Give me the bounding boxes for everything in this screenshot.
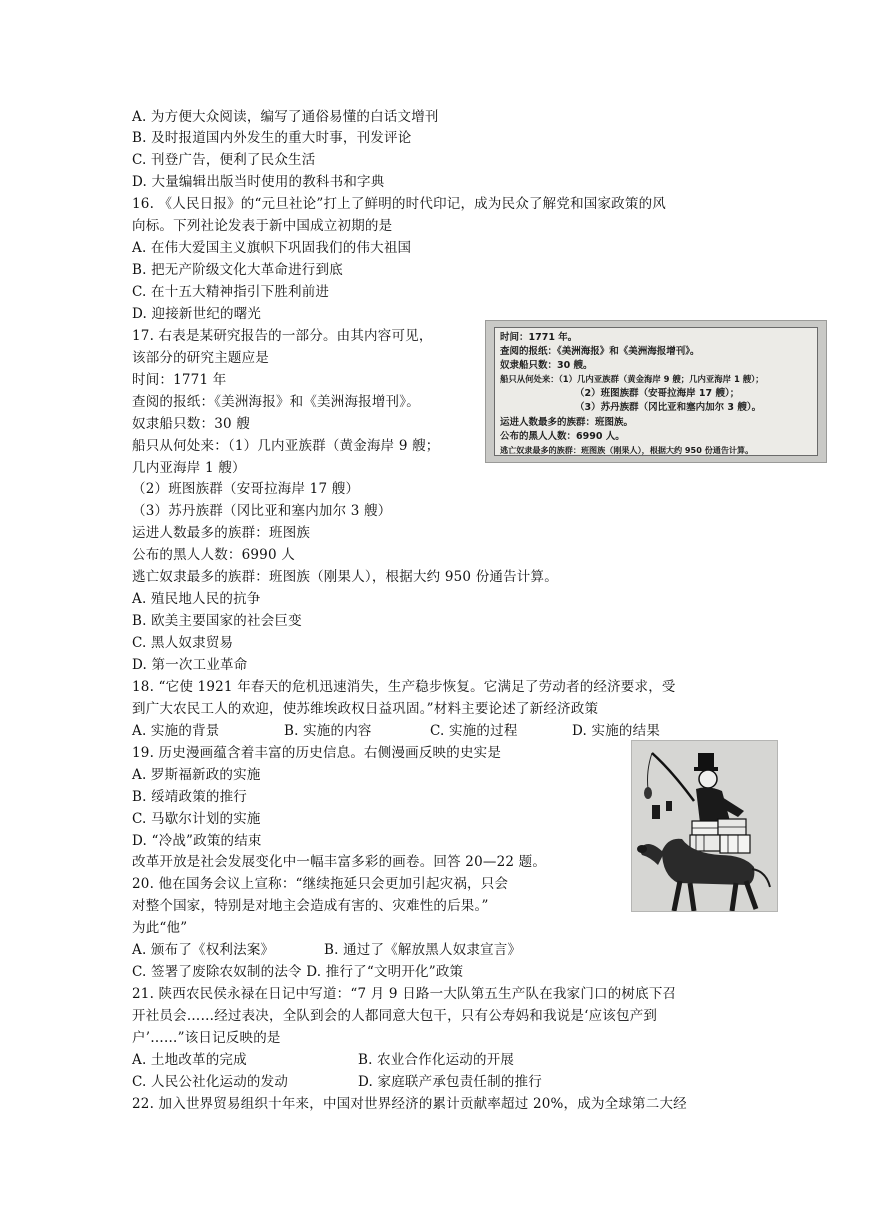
table-line: 奴隶船只数：30 艘。 [500,360,593,371]
text-line: 逃亡奴隶最多的族群：班图族（刚果人），根据大约 950 份通告计算。 [132,569,558,585]
q21-option-d: D. 家庭联产承包责任制的推行 [358,1074,542,1090]
text-line: B. 及时报道国内外发生的重大时事，刊发评论 [132,130,412,146]
text-line: 奴隶船只数：30 艘 [132,416,250,432]
text-line: B. 绥靖政策的推行 [132,789,248,805]
table-line: 逃亡奴隶最多的族群：班图族（刚果人），根据大约 950 份通告计算。 [500,445,754,455]
q21-option-a: A. 土地改革的完成 [132,1052,247,1068]
text-line: A. 殖民地人民的抗争 [132,591,261,607]
question-18: 18. “它使 1921 年春天的危机迅速消失，生产稳步恢复。它满足了劳动者的经济要求，受 [132,679,676,695]
text-line: 到广大农民工人的欢迎，使苏维埃政权日益巩固。”材料主要论述了新经济政策 [132,701,599,717]
q18-option-d: D. 实施的结果 [572,723,661,739]
question-22: 22. 加入世界贸易组织十年来，中国对世界经济的累计贡献率超过 20%，成为全球第二大经 [132,1096,687,1112]
table-line: （3）苏丹族群（冈比亚和塞内加尔 3 艘）。 [575,402,762,413]
text-line: 运进人数最多的族群：班图族 [132,525,311,541]
q18-option-a: A. 实施的背景 [132,723,220,739]
table-line: 运进人数最多的族群：班图族。 [500,417,634,428]
table-line: 查阅的报纸：《美洲海报》和《美洲海报增刊》。 [500,346,700,357]
text-line: 查阅的报纸：《美洲海报》和《美洲海报增刊》。 [132,394,420,410]
question-16: 16. 《人民日报》的“元旦社论”打上了鲜明的时代印记，成为民众了解党和国家政策的风 [132,196,666,212]
section-intro: 改革开放是社会发展变化中一幅丰富多彩的画卷。回答 20—22 题。 [132,854,547,870]
text-line: D. 第一次工业革命 [132,657,248,673]
text-line: 开社员会……经过表决，全队到会的人都同意大包干，只有公寿妈和我说是‘应该包产到 [132,1008,658,1024]
text-line: 该部分的研究主题应是 [132,350,269,366]
text-line: 对整个国家，特别是对地主会造成有害的、灾难性的后果。” [132,898,489,914]
text-line: C. 在十五大精神指引下胜利前进 [132,284,330,300]
text-line: D. “冷战”政策的结束 [132,833,262,849]
table-line: 时间：1771 年。 [500,332,578,343]
q20-option-a: A. 颁布了《权利法案》 [132,942,275,958]
q18-options-row [132,721,692,742]
question-17: 17. 右表是某研究报告的一部分。由其内容可见， [132,328,433,344]
q20-options-ab-row [132,940,692,961]
text-line: 为此“他” [132,920,188,936]
question-19: 19. 历史漫画蕴含着丰富的历史信息。右侧漫画反映的史实是 [132,745,502,761]
text-line: D. 大量编辑出版当时使用的教科书和字典 [132,174,385,190]
question-20: 20. 他在国务会议上宣称：“继续拖延只会更加引起灾祸，只会 [132,876,509,892]
text-line: A. 罗斯福新政的实施 [132,767,261,783]
text-line: （2）班图族群（安哥拉海岸 17 艘） [132,481,360,497]
text-line: B. 把无产阶级文化大革命进行到底 [132,262,343,278]
q20-options-cd: C. 签署了废除农奴制的法令 D. 推行了“文明开化”政策 [132,964,464,980]
research-table-frame [494,327,818,456]
text-line: 户’……”该日记反映的是 [132,1030,281,1046]
q21-options-cd-row [132,1072,692,1093]
text-line: 向标。下列社论发表于新中国成立初期的是 [132,218,393,234]
text-line: 几内亚海岸 1 艘） [132,460,246,476]
text-line: C. 刊登广告，便利了民众生活 [132,152,316,168]
table-line: 公布的黑人人数：6990 人。 [500,431,625,442]
text-line: C. 黑人奴隶贸易 [132,635,234,651]
q18-option-b: B. 实施的内容 [284,723,372,739]
text-line: 船只从何处来：（1）几内亚族群（黄金海岸 9 艘； [132,438,440,454]
q20-option-b: B. 通过了《解放黑人奴隶宣言》 [324,942,522,958]
q21-option-c: C. 人民公社化运动的发动 [132,1074,289,1090]
q21-options-ab-row [132,1050,692,1071]
table-line: 船只从何处来：（1）几内亚族群（黄金海岸 9 艘；几内亚海岸 1 艘）； [500,374,764,384]
cartoon-drawing [632,741,778,912]
text-line: B. 欧美主要国家的社会巨变 [132,613,302,629]
q18-option-c: C. 实施的过程 [430,723,518,739]
cartoon-image [631,740,778,912]
text-line: A. 在伟大爱国主义旗帜下巩固我们的伟大祖国 [132,240,412,256]
table-line: （2）班图族群（安哥拉海岸 17 艘）； [575,388,740,399]
q21-option-b: B. 农业合作化运动的开展 [358,1052,515,1068]
research-table-image [485,320,827,463]
text-line: A. 为方便大众阅读，编写了通俗易懂的白话文增刊 [132,109,439,125]
text-line: C. 马歇尔计划的实施 [132,811,261,827]
text-line: D. 迎接新世纪的曙光 [132,306,262,322]
question-21: 21. 陕西农民侯永禄在日记中写道：“7 月 9 日路一大队第五生产队在我家门口的树底下召 [132,986,677,1002]
text-line: 时间：1771 年 [132,372,227,388]
text-line: 公布的黑人人数：6990 人 [132,547,295,563]
text-line: （3）苏丹族群（冈比亚和塞内加尔 3 艘） [132,503,392,519]
